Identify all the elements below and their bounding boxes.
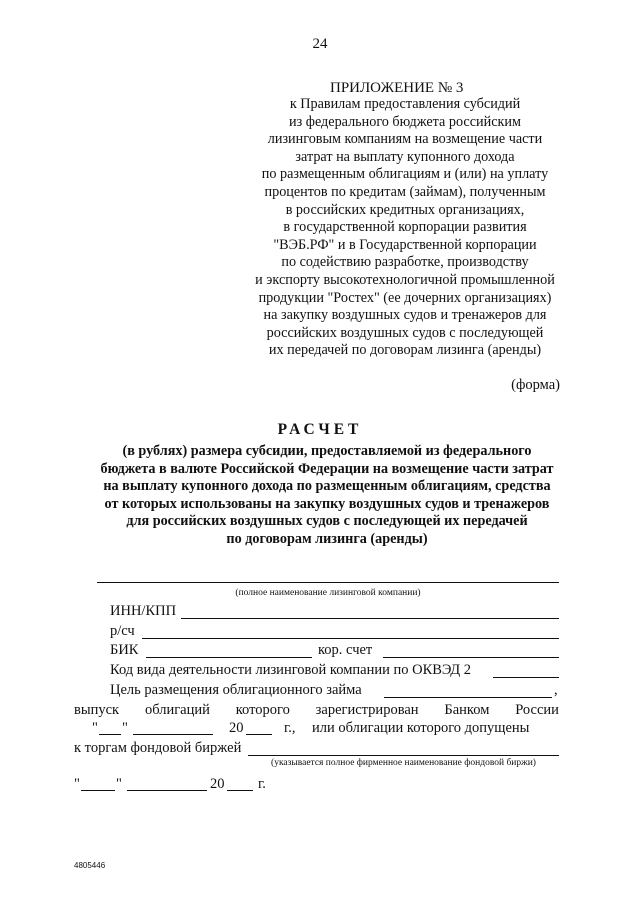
purpose-label: Цель размещения облигационного займа: [110, 682, 362, 698]
subtitle-line: от которых использованы на закупку воздушных судов и тренажеров: [104, 495, 550, 512]
appendix-line: их передачей по договорам лизинга (аренды): [268, 342, 542, 359]
issue-word: России: [515, 702, 559, 718]
document-subtitle: [92, 443, 562, 549]
appendix-line: в государственной корпорации развития: [283, 219, 527, 236]
final-year-prefix: 20: [210, 776, 225, 792]
document-code: 4805446: [74, 861, 106, 870]
issue-word: которого: [235, 702, 290, 718]
final-date-quote-open: ": [74, 776, 80, 792]
bik-label: БИК: [110, 642, 139, 658]
appendix-line: к Правилам предоставления субсидий: [289, 96, 521, 112]
final-day-field[interactable]: [81, 790, 115, 791]
appendix-line: на закупку воздушных судов и тренажеров для: [263, 307, 547, 324]
purpose-field[interactable]: [384, 697, 552, 698]
permitted-text: или облигации которого допущены: [312, 720, 530, 736]
corr-account-label: кор. счет: [318, 642, 373, 658]
company-name-caption: (полное наименование лизинговой компании): [235, 588, 421, 598]
appendix-line: по размещенным облигациям и (или) на уплату: [261, 166, 549, 183]
registration-month-field[interactable]: [133, 734, 213, 735]
final-month-field[interactable]: [127, 790, 207, 791]
issue-word: Банком: [444, 702, 490, 718]
exchange-field[interactable]: [248, 755, 559, 756]
okved-label: Код вида деятельности лизинговой компании по ОКВЭД 2: [110, 662, 472, 678]
document-title: РАСЧЕТ: [277, 421, 363, 438]
appendix-title: ПРИЛОЖЕНИЕ № 3: [330, 80, 464, 96]
subtitle-line: для российских воздушных судов с последующей их передачей: [126, 513, 528, 530]
registration-year-field[interactable]: [246, 734, 272, 735]
page-number: 24: [312, 36, 328, 52]
appendix-line: продукции "Ростех" (ее дочерних организациях): [258, 289, 552, 306]
account-field[interactable]: [142, 638, 559, 639]
corr-account-field[interactable]: [383, 657, 559, 658]
subtitle-line: на выплату купонного дохода по размещенным облигациям, средства: [103, 478, 551, 495]
date-suffix: г.,: [284, 720, 296, 736]
purpose-comma: ,: [554, 682, 558, 698]
final-year-field[interactable]: [227, 790, 253, 791]
okved-field[interactable]: [493, 677, 559, 678]
exchange-caption: (указывается полное фирменное наименование фондовой биржи): [271, 758, 536, 768]
issue-word: облигаций: [144, 702, 210, 718]
issue-statement: [74, 702, 559, 719]
registration-day-field[interactable]: [99, 734, 121, 735]
subtitle-line: по договорам лизинга (аренды): [226, 530, 428, 547]
account-label: р/сч: [110, 623, 135, 639]
final-date-quote-close: ": [116, 776, 122, 792]
appendix-line: "ВЭБ.РФ" и в Государственной корпорации: [273, 236, 537, 253]
issue-word: зарегистрирован: [315, 702, 419, 718]
exchange-label: к торгам фондовой биржей: [74, 740, 242, 756]
inn-kpp-field[interactable]: [181, 618, 559, 619]
issue-word: выпуск: [74, 702, 120, 718]
inn-kpp-label: ИНН/КПП: [110, 603, 177, 619]
year-prefix: 20: [229, 720, 244, 736]
form-mark: (форма): [511, 377, 560, 393]
appendix-line: из федерального бюджета российским: [289, 113, 521, 130]
company-name-field[interactable]: [97, 582, 559, 583]
appendix-description: [230, 96, 580, 360]
appendix-line: процентов по кредитам (займам), полученным: [264, 183, 546, 200]
final-year-suffix: г.: [258, 776, 266, 792]
subtitle-line: бюджета в валюте Российской Федерации на возмещение части затрат: [100, 460, 554, 477]
appendix-line: российских воздушных судов с последующей: [266, 324, 544, 341]
appendix-line: по содействию разработке, производству: [281, 254, 529, 271]
date-quote-open: ": [92, 720, 98, 736]
subtitle-line: (в рублях) размера субсидии, предоставляемой из федерального: [122, 443, 532, 459]
appendix-line: и экспорту высокотехнологичной промышленной: [255, 271, 555, 288]
appendix-line: затрат на выплату купонного дохода: [295, 148, 515, 165]
appendix-line: в российских кредитных организациях,: [285, 201, 525, 218]
bik-field[interactable]: [146, 657, 312, 658]
date-quote-close: ": [122, 720, 128, 736]
appendix-line: лизинговым компаниям на возмещение части: [267, 131, 543, 148]
